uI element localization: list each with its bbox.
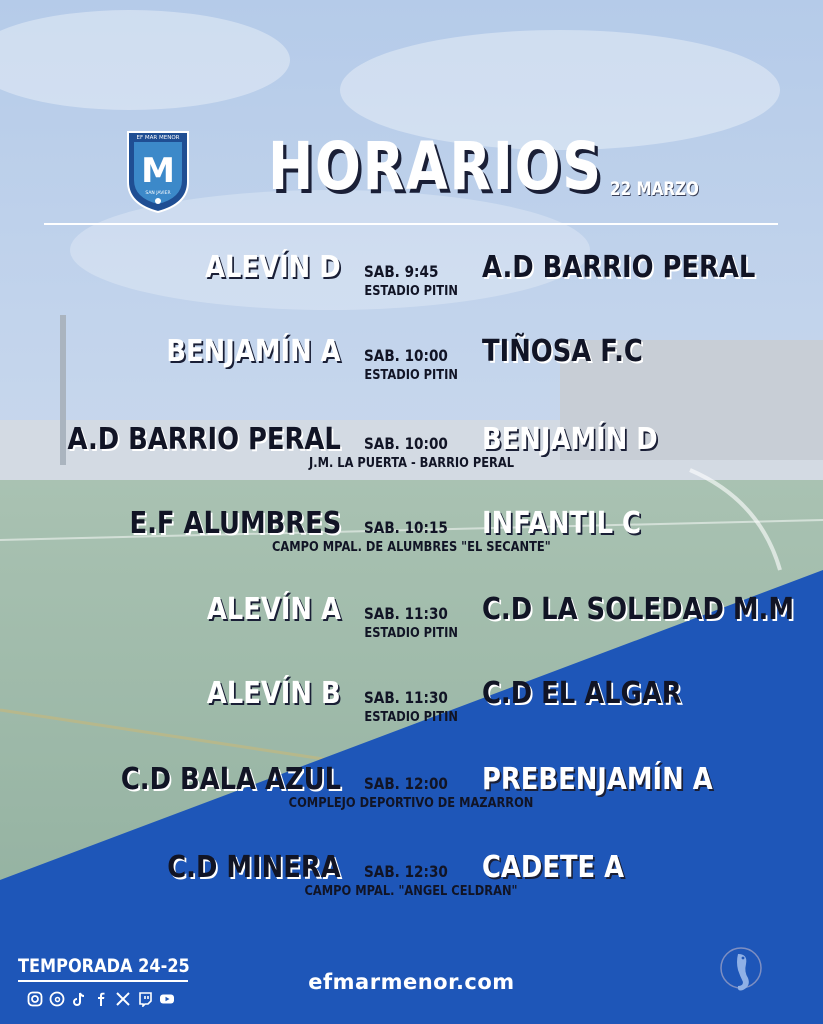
venue-text: ESTADIO PITIN — [364, 284, 459, 299]
match-row — [0, 592, 823, 662]
venue — [0, 456, 823, 471]
match-time: SAB. 10:00 — [364, 434, 448, 453]
match-time: SAB. 12:00 — [364, 774, 448, 793]
club-crest-logo — [124, 122, 192, 214]
home-team: ALEVÍN D — [205, 250, 341, 285]
website-link[interactable]: efmarmenor.com — [308, 970, 515, 994]
venue — [0, 884, 823, 899]
home-team: ALEVÍN A — [206, 592, 341, 627]
away-team: PREBENJAMÍN A — [482, 762, 713, 797]
home-team: C.D MINERA — [167, 850, 341, 885]
match-row — [0, 422, 823, 492]
match-time: SAB. 11:30 — [364, 604, 448, 623]
seahorse-logo — [716, 944, 766, 1004]
header-divider — [44, 223, 778, 225]
season-label: TEMPORADA 24-25 — [18, 955, 190, 977]
away-team: C.D EL ALGAR — [482, 676, 682, 711]
match-date: 22 MARZO — [610, 178, 699, 200]
away-team: TIÑOSA F.C — [482, 334, 643, 369]
match-time: SAB. 9:45 — [364, 262, 439, 281]
away-team: BENJAMÍN D — [482, 422, 658, 457]
match-row — [0, 506, 823, 576]
match-row — [0, 762, 823, 832]
venue — [0, 796, 823, 811]
match-row — [0, 334, 823, 404]
page-title: HORARIOS — [268, 128, 603, 205]
venue-text: ESTADIO PITIN — [364, 626, 459, 641]
match-row — [0, 850, 823, 920]
venue — [0, 540, 823, 555]
home-team: BENJAMÍN A — [166, 334, 341, 369]
venue-text: CAMPO MPAL. DE ALUMBRES "EL SECANTE" — [272, 540, 551, 555]
away-team: A.D BARRIO PERAL — [482, 250, 756, 285]
away-team: C.D LA SOLEDAD M.M — [482, 592, 795, 627]
match-time: SAB. 12:30 — [364, 862, 448, 881]
venue-text: COMPLEJO DEPORTIVO DE MAZARRON — [289, 796, 534, 811]
match-row — [0, 676, 823, 746]
match-row — [0, 250, 823, 320]
venue-text: ESTADIO PITIN — [364, 368, 459, 383]
crest-monogram: M — [141, 151, 175, 191]
venue — [0, 284, 823, 299]
home-team: C.D BALA AZUL — [120, 762, 341, 797]
away-team: INFANTIL C — [482, 506, 641, 541]
match-time: SAB. 10:00 — [364, 346, 448, 365]
crest-top-text: EF MAR MENOR — [136, 135, 180, 141]
venue-text: ESTADIO PITIN — [364, 710, 459, 725]
venue — [0, 710, 823, 725]
venue — [0, 368, 823, 383]
crest-bottom-text: SAN JAVIER — [145, 191, 171, 196]
away-team: CADETE A — [482, 850, 625, 885]
venue — [0, 626, 823, 641]
venue-text: J.M. LA PUERTA - BARRIO PERAL — [308, 456, 515, 471]
venue-text: CAMPO MPAL. "ANGEL CELDRAN" — [305, 884, 518, 899]
match-time: SAB. 10:15 — [364, 518, 448, 537]
home-team: E.F ALUMBRES — [129, 506, 341, 541]
match-time: SAB. 11:30 — [364, 688, 448, 707]
home-team: A.D BARRIO PERAL — [67, 422, 341, 457]
home-team: ALEVÍN B — [207, 676, 341, 711]
